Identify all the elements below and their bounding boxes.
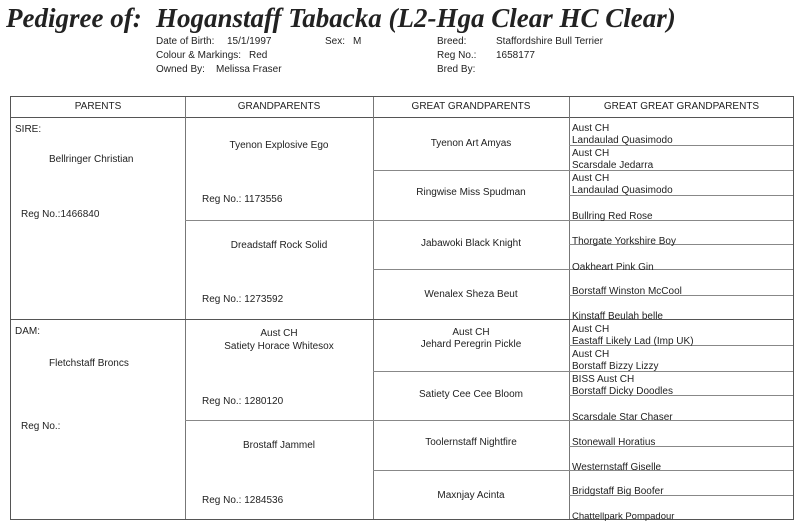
dob-value: 15/1/1997 — [227, 36, 272, 47]
owner-label: Owned By: — [156, 64, 205, 75]
ggg-title: Aust CH — [572, 324, 610, 335]
ggg-name: Scarsdale Jedarra — [572, 160, 654, 171]
great-grandparent-name: Maxnjay Acinta — [437, 490, 505, 501]
breed-label: Breed: — [437, 36, 467, 47]
col-header-great-grandparents: GREAT GRANDPARENTS — [411, 101, 531, 112]
great-grandparent-name: Jehard Peregrin Pickle — [420, 339, 522, 350]
ggg-name: Eastaff Likely Lad (Imp UK) — [572, 336, 694, 347]
col-divider — [569, 97, 570, 519]
ggg-name: Thorgate Yorkshire Boy — [572, 236, 676, 247]
sire-dam-divider — [11, 319, 793, 320]
sex-label: Sex: — [325, 36, 346, 47]
col-divider — [373, 97, 374, 519]
ggg-name: Borstaff Dicky Doodles — [572, 386, 673, 397]
ggg-name: Landaulad Quasimodo — [572, 185, 673, 196]
great-grandparent-name: Jabawoki Black Knight — [420, 238, 522, 249]
sire-reg: Reg No.:1466840 — [21, 209, 100, 220]
ggg-name: Bridgstaff Big Boofer — [572, 486, 664, 497]
owner-value: Melissa Fraser — [216, 64, 282, 75]
grandparent-reg: Reg No.: 1280120 — [202, 396, 284, 407]
ggg-title: Aust CH — [572, 349, 610, 360]
pedigree-label: Pedigree of: — [6, 3, 142, 33]
ggg-name: Kinstaff Beulah belle — [572, 311, 663, 322]
ggg-name: Stonewall Horatius — [572, 437, 656, 448]
col-divider — [185, 97, 186, 519]
ggg-name: Borstaff Bizzy Lizzy — [572, 361, 659, 372]
ggg-name: Bullring Red Rose — [572, 211, 653, 222]
grandparent-name: Brostaff Jammel — [242, 440, 316, 451]
great-grandparent-name: Toolernstaff Nightfire — [425, 437, 517, 448]
sire-label: SIRE: — [15, 124, 42, 135]
dam-reg: Reg No.: — [21, 421, 61, 432]
col-header-parents: PARENTS — [74, 101, 122, 112]
ggg-name: Westernstaff Giselle — [572, 462, 662, 473]
dam-name: Fletchstaff Broncs — [49, 358, 129, 369]
ggg-name: Landaulad Quasimodo — [572, 135, 673, 146]
sire-name: Bellringer Christian — [49, 154, 134, 165]
dob-label: Date of Birth: — [156, 36, 215, 47]
grandparent-name: Satiety Horace Whitesox — [224, 341, 334, 352]
ggg-title: Aust CH — [572, 123, 610, 134]
great-grandparent-name: Ringwise Miss Spudman — [416, 187, 526, 198]
ggg-name: Chattellpark Pompadour — [572, 511, 675, 522]
sex-value: M — [353, 36, 362, 47]
ggg-name: Scarsdale Star Chaser — [572, 412, 673, 423]
ggg-title: BISS Aust CH — [572, 374, 635, 385]
grandparent-name: Tyenon Explosive Ego — [229, 140, 329, 151]
grandparent-title: Aust CH — [260, 328, 298, 339]
colour-value: Red — [249, 50, 268, 61]
header-divider — [11, 117, 793, 118]
grandparent-reg: Reg No.: 1173556 — [202, 194, 283, 205]
great-grandparent-title: Aust CH — [452, 327, 490, 338]
dam-label: DAM: — [15, 326, 40, 337]
grandparent-reg: Reg No.: 1273592 — [202, 294, 284, 305]
breed-value: Staffordshire Bull Terrier — [496, 36, 603, 47]
regno-label: Reg No.: — [437, 50, 477, 61]
row-divider — [185, 420, 793, 421]
grandparent-name: Dreadstaff Rock Solid — [230, 240, 328, 251]
great-grandparent-name: Tyenon Art Amyas — [430, 138, 512, 149]
colour-label: Colour & Markings: — [156, 50, 242, 61]
pedigree-table — [10, 96, 794, 520]
grandparent-reg: Reg No.: 1284536 — [202, 495, 284, 506]
ggg-title: Aust CH — [572, 148, 610, 159]
col-header-grandparents: GRANDPARENTS — [237, 101, 321, 112]
regno-value: 1658177 — [496, 50, 535, 61]
dog-name-title: Hoganstaff Tabacka (L2-Hga Clear HC Clear) — [156, 3, 676, 33]
great-grandparent-name: Satiety Cee Cee Bloom — [419, 389, 523, 400]
ggg-name: Borstaff Winston McCool — [572, 286, 682, 297]
ggg-name: Oakheart Pink Gin — [572, 262, 654, 273]
ggg-title: Aust CH — [572, 173, 610, 184]
col-header-great-great-grandparents: GREAT GREAT GRANDPARENTS — [603, 101, 760, 112]
great-grandparent-name: Wenalex Sheza Beut — [424, 289, 518, 300]
bredby-label: Bred By: — [437, 64, 476, 75]
row-divider — [185, 220, 793, 221]
